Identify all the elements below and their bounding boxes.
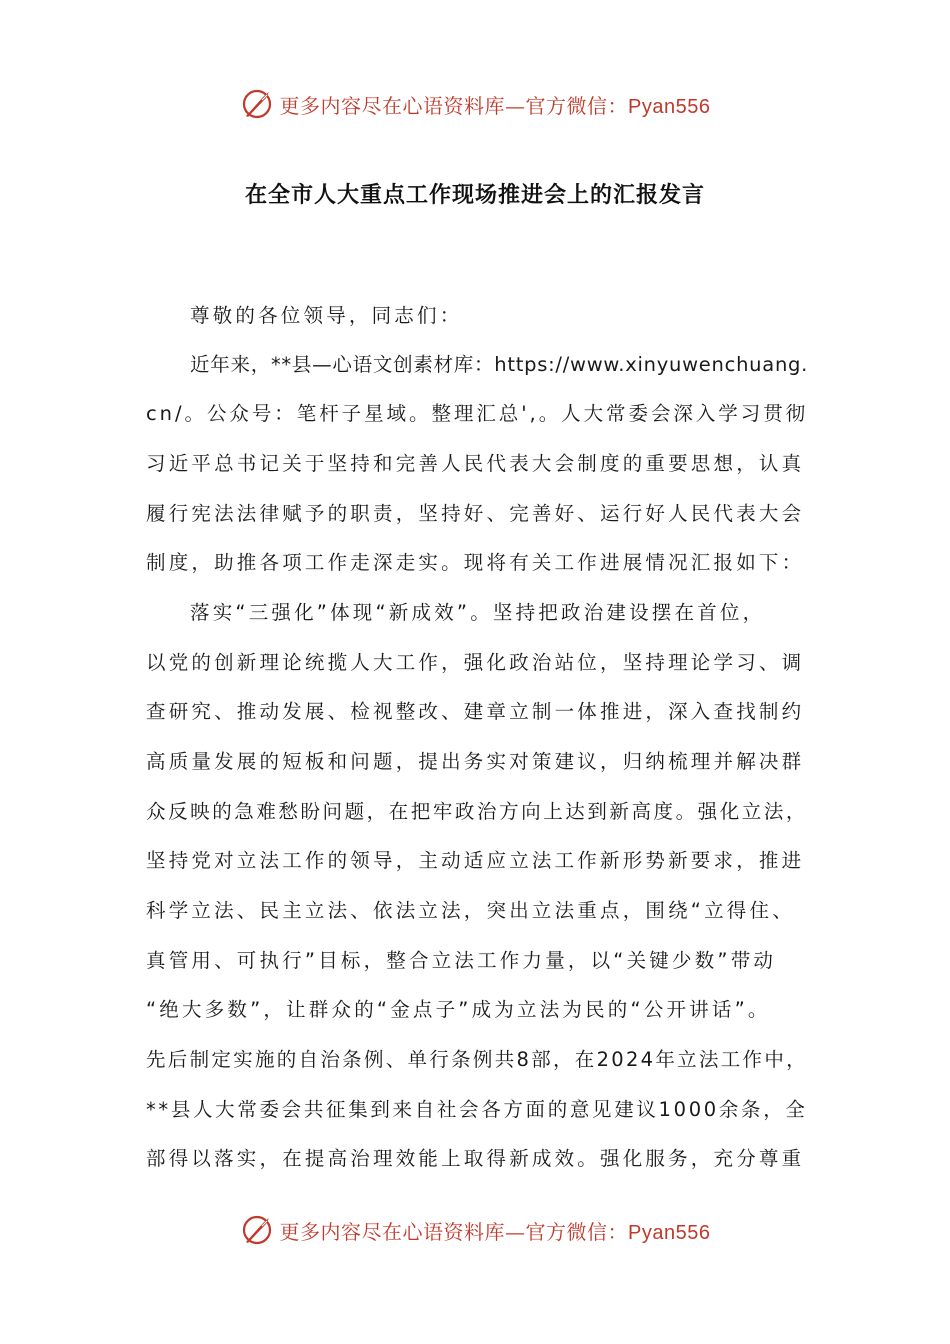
body-line: 部得以落实，在提高治理效能上取得新成效。强化服务，充分尊重 bbox=[146, 1147, 805, 1170]
body-line: 真管用、可执行”目标，整合立法工作力量，以“关键少数”带动 bbox=[146, 949, 777, 972]
salutation-line: 尊敬的各位领导，同志们： bbox=[190, 304, 463, 327]
pen-nib-logo-icon bbox=[240, 1212, 276, 1248]
body-line: 履行宪法法律赋予的职责，坚持好、完善好、运行好人民代表大会 bbox=[146, 502, 805, 525]
body-line: **县人大常委会共征集到来自社会各方面的意见建议1000余条，全 bbox=[146, 1098, 808, 1121]
body-line: 先后制定实施的自治条例、单行条例共8部，在2024年立法工作中， bbox=[146, 1048, 808, 1071]
body-line: 习近平总书记关于坚持和完善人民代表大会制度的重要思想，认真 bbox=[146, 452, 805, 475]
body-line: 以党的创新理论统揽人大工作，强化政治站位，坚持理论学习、调 bbox=[146, 651, 805, 674]
watermark-text: 更多内容尽在心语资料库—官方微信：Pyan556 bbox=[279, 93, 711, 118]
footer-watermark-banner bbox=[0, 1210, 950, 1250]
body-line: cn/。公众号：笔杆子星域。整理汇总',。人大常委会深入学习贯彻 bbox=[146, 402, 809, 425]
page-title: 在全市人大重点工作现场推进会上的汇报发言 bbox=[244, 183, 705, 208]
body-line: 科学立法、民主立法、依法立法，突出立法重点，围绕“立得住、 bbox=[146, 899, 795, 922]
body-line: 制度，助推各项工作走深走实。现将有关工作进展情况汇报如下： bbox=[146, 551, 805, 574]
body-line: 查研究、推动发展、检视整改、建章立制一体推进，深入查找制约 bbox=[146, 700, 805, 723]
body-line: 高质量发展的短板和问题，提出务实对策建议，归纳梳理并解决群 bbox=[146, 750, 805, 773]
pen-nib-logo-icon bbox=[240, 86, 276, 122]
body-line: 众反映的急难愁盼问题，在把牢政治方向上达到新高度。强化立法， bbox=[146, 800, 809, 823]
watermark-text: 更多内容尽在心语资料库—官方微信：Pyan556 bbox=[279, 1219, 711, 1244]
body-line: “绝大多数”，让群众的“金点子”成为立法为民的“公开讲话”。 bbox=[146, 998, 771, 1021]
body-line: 坚持党对立法工作的领导，主动适应立法工作新形势新要求，推进 bbox=[146, 849, 805, 872]
body-line: 近年来，**县—心语文创素材库：https://www.xinyuwenchuang. bbox=[190, 353, 809, 376]
header-watermark-banner bbox=[0, 84, 950, 124]
body-line: 落实“三强化”体现“新成效”。坚持把政治建设摆在首位， bbox=[190, 601, 766, 624]
